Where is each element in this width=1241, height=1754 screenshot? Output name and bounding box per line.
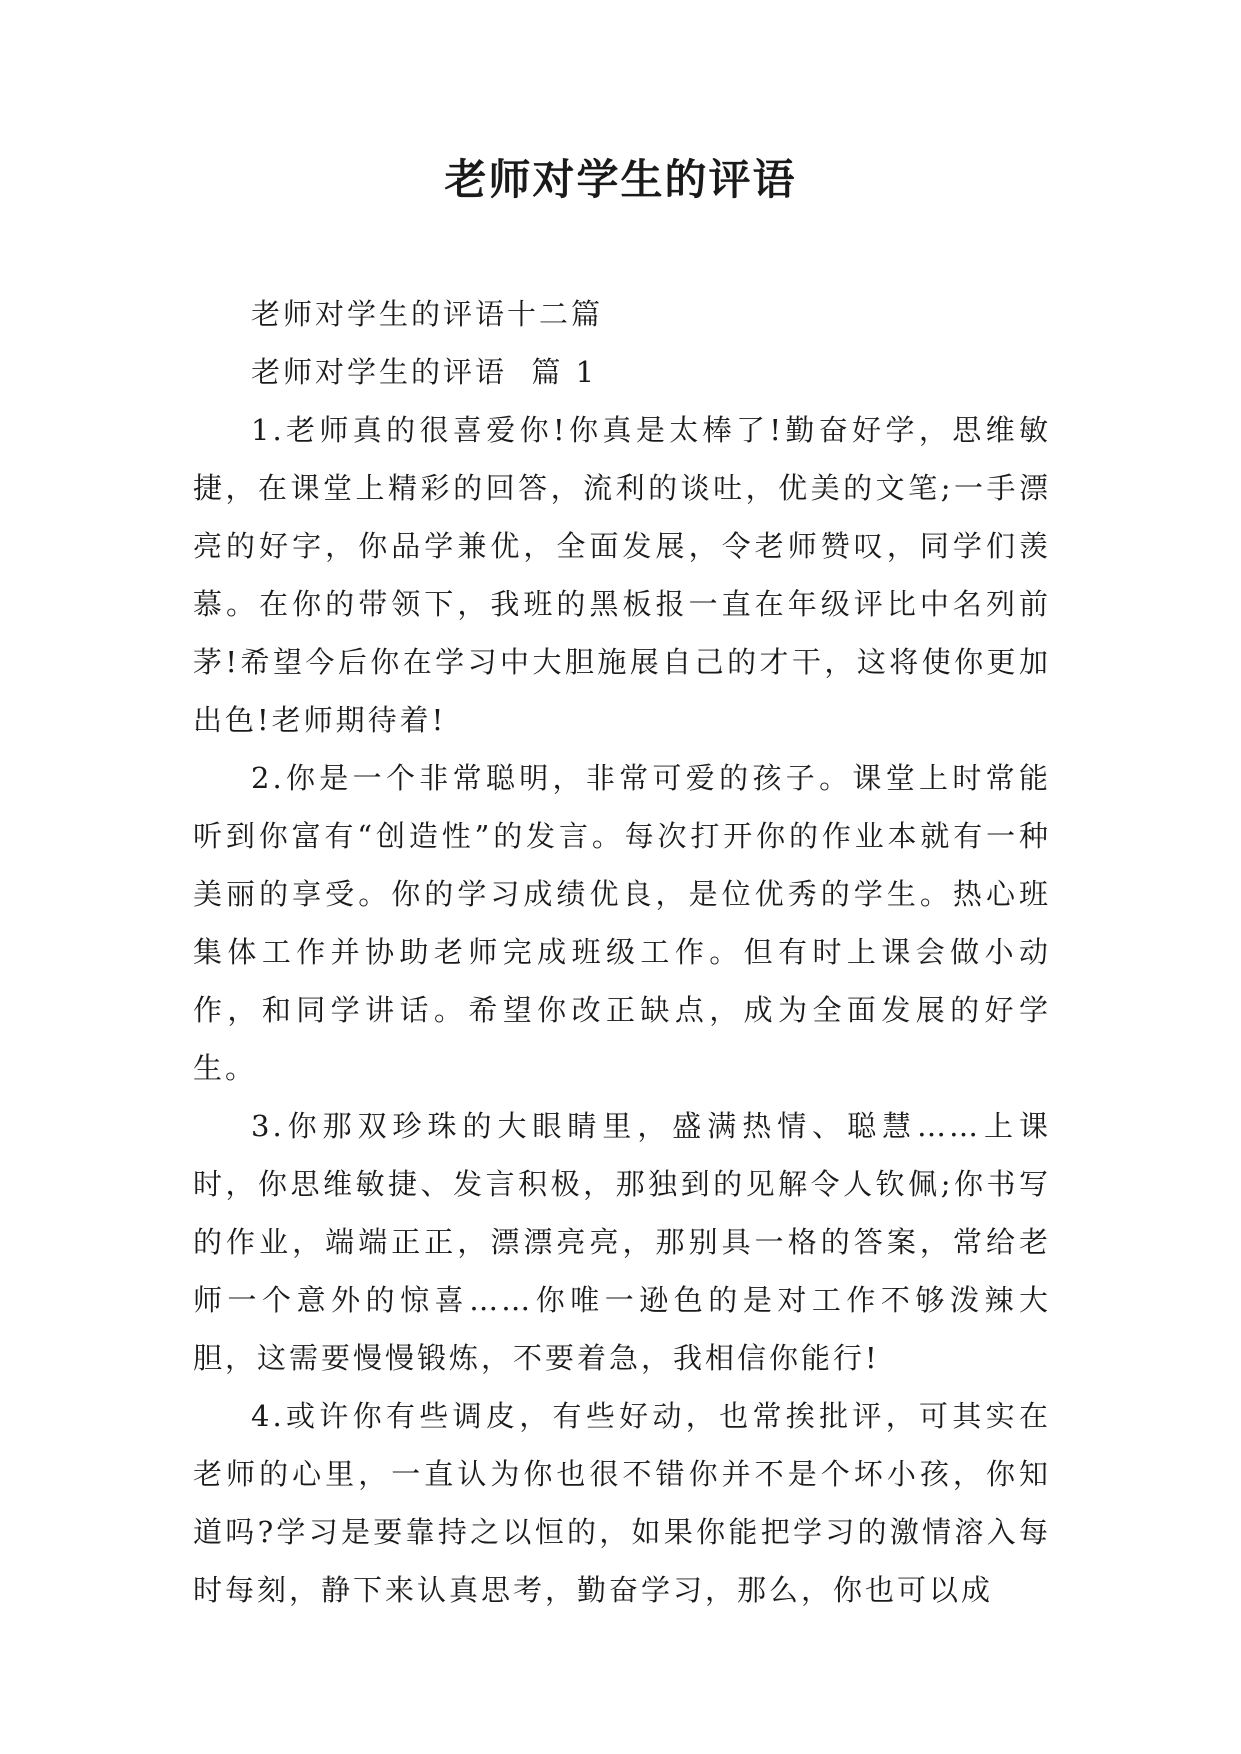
document-subtitle: 老师对学生的评语十二篇	[251, 297, 604, 331]
document-title: 老师对学生的评语	[444, 155, 797, 204]
paragraph-1: 1.老师真的很喜爱你!你真是太棒了!勤奋好学，思维敏捷，在课堂上精彩的回答，流利的谈吐，优美的文笔;一手漂亮的好字，你品学兼优，全面发展，令老师赞叹，同学们羡慕。在你的带领下，我班的黑板报一直在年级评比中名列前茅!希望今后你在学习中大胆施展自己的才干，这将使你更加出色!老师期待着!	[193, 413, 1051, 737]
section-heading: 老师对学生的评语 篇 1	[251, 355, 598, 389]
document-body	[193, 285, 1051, 1619]
paragraph-4: 4.或许你有些调皮，有些好动，也常挨批评，可其实在老师的心里，一直认为你也很不错你并不是个坏小孩，你知道吗?学习是要靠持之以恒的，如果你能把学习的激情溶入每时每刻，静下来认真思考，勤奋学习，那么，你也可以成	[193, 1399, 1051, 1607]
paragraph-3: 3.你那双珍珠的大眼睛里，盛满热情、聪慧……上课时，你思维敏捷、发言积极，那独到的见解令人钦佩;你书写的作业，端端正正，漂漂亮亮，那别具一格的答案，常给老师一个意外的惊喜……你唯一逊色的是对工作不够泼辣大胆，这需要慢慢锻炼，不要着急，我相信你能行!	[193, 1109, 1051, 1375]
paragraph-2: 2.你是一个非常聪明，非常可爱的孩子。课堂上时常能听到你富有“创造性”的发言。每次打开你的作业本就有一种美丽的享受。你的学习成绩优良，是位优秀的学生。热心班集体工作并协助老师完成班级工作。但有时上课会做小动作，和同学讲话。希望你改正缺点，成为全面发展的好学生。	[193, 761, 1051, 1085]
